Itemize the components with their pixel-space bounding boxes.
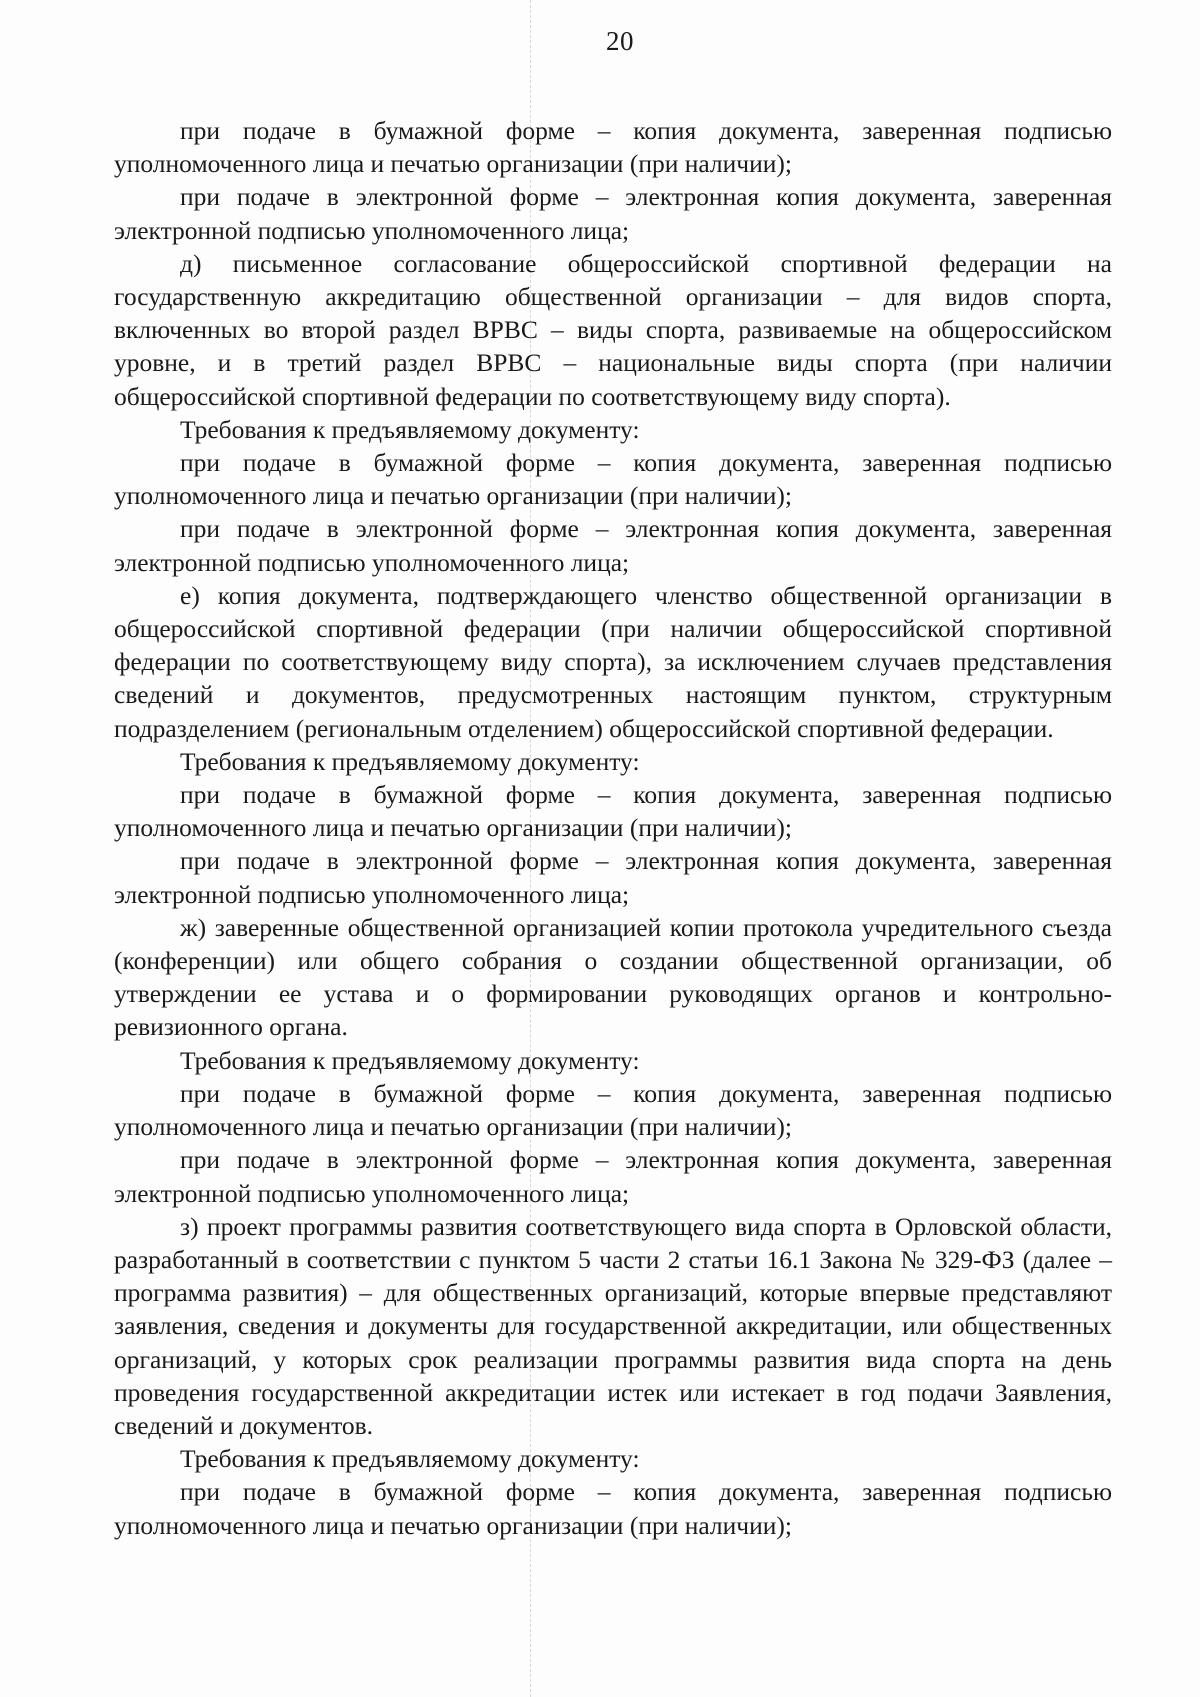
paragraph-paper-copy-requirement: при подаче в бумажной форме – копия документа, заверенная подписью уполномоченного лица и печатью организации (при наличии);: [114, 1078, 1112, 1142]
paragraph-item-d: д) письменное согласование общероссийской спортивной федерации на государственную аккредитацию общественной организации – для видов спорта, включенных во второй раздел ВРВС – виды спорта, развиваемые на общероссийском уровне, и в третий раздел ВРВС – национальные виды спорта (при наличии общероссийской спортивной федерации по соответствующему виду спорта).: [114, 248, 1112, 411]
paragraph-paper-copy-requirement: при подаче в бумажной форме – копия документа, заверенная подписью уполномоченного лица и печатью организации (при наличии);: [114, 116, 1112, 179]
paragraph-electronic-copy-requirement: при подаче в электронной форме – электронная копия документа, заверенная электронной подписью уполномоченного лица;: [114, 1145, 1112, 1208]
paragraph-item-e: е) копия документа, подтверждающего членство общественной организации в общероссийской спортивной федерации (при наличии общероссийской спортивной федерации по соответствующему виду спорта), за исключением случаев представления сведений и документов, предусмотренных настоящим пунктом, структурным подразделением (региональным отделением) общероссийской спортивной федерации.: [114, 580, 1112, 743]
paragraph-item-zh: ж) заверенные общественной организацией копии протокола учредительного съезда (конференции) или общего собрания о создании общественной организации, об утверждении ее устава и о формировании руководящих органов и контрольно-ревизионного органа.: [114, 912, 1112, 1042]
document-body: [114, 114, 1112, 1542]
page-number: 20: [606, 26, 634, 56]
paragraph-requirements-heading: Требования к предъявляемому документу:: [180, 1045, 640, 1075]
paragraph-electronic-copy-requirement: при подаче в электронной форме – электронная копия документа, заверенная электронной подписью уполномоченного лица;: [114, 514, 1112, 577]
paragraph-electronic-copy-requirement: при подаче в электронной форме – электронная копия документа, заверенная электронной подписью уполномоченного лица;: [114, 182, 1112, 245]
paragraph-paper-copy-requirement: при подаче в бумажной форме – копия документа, заверенная подписью уполномоченного лица и печатью организации (при наличии);: [114, 1477, 1112, 1540]
paragraph-electronic-copy-requirement: при подаче в электронной форме – электронная копия документа, заверенная электронной подписью уполномоченного лица;: [114, 846, 1112, 909]
paragraph-paper-copy-requirement: при подаче в бумажной форме – копия документа, заверенная подписью уполномоченного лица и печатью организации (при наличии);: [114, 780, 1112, 843]
paragraph-requirements-heading: Требования к предъявляемому документу:: [180, 1444, 640, 1474]
paragraph-paper-copy-requirement: при подаче в бумажной форме – копия документа, заверенная подписью уполномоченного лица и печатью организации (при наличии);: [114, 448, 1112, 511]
paragraph-requirements-heading: Требования к предъявляемому документу:: [180, 746, 640, 776]
paragraph-item-z: з) проект программы развития соответствующего вида спорта в Орловской области, разработанный в соответствии с пунктом 5 части 2 статьи 16.1 Закона № 329-ФЗ (далее – программа развития) – для общественных организаций, которые впервые представляют заявления, сведения и документы для государственной аккредитации, или общественных организаций, у которых срок реализации программы развития вида спорта на день проведения государственной аккредитации истек или истекает в год подачи Заявления, сведений и документов.: [114, 1211, 1112, 1440]
paragraph-requirements-heading: Требования к предъявляемому документу:: [180, 414, 640, 444]
